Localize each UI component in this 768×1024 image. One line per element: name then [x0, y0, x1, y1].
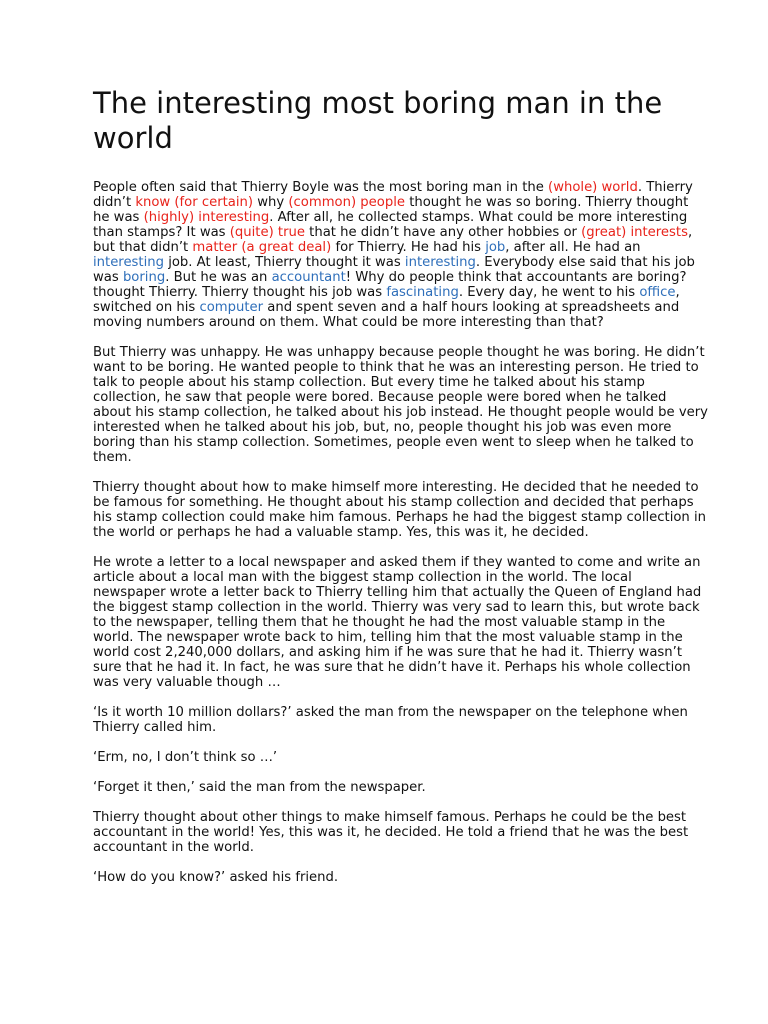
paragraph: [93, 780, 708, 795]
highlighted-phrase-red: (great) interests: [581, 225, 688, 240]
highlighted-word-blue: interesting: [404, 255, 476, 270]
paragraph: [93, 750, 708, 765]
body-text-run: and spent seven and a half hours looking at spreadsheets and moving numbers around on them. What could be more interesting than that?: [93, 300, 680, 330]
paragraph: [93, 180, 708, 330]
paragraph: [93, 870, 708, 885]
body-text-run: ‘How do you know?’ asked his friend.: [93, 870, 339, 885]
page-title: The interesting most boring man in the world: [93, 86, 663, 155]
body-text-run: . Thierry didn’t: [93, 180, 693, 210]
body-text-run: . Everybody else said that his job was: [93, 255, 695, 285]
paragraph: [93, 810, 708, 855]
body-text-run: ! Why do people think that accountants are boring? thought Thierry. Thierry thought his job was: [93, 270, 687, 300]
highlighted-word-blue: fascinating: [386, 285, 459, 300]
document-body: [93, 180, 708, 885]
paragraph: [93, 345, 708, 465]
body-text-run: . Every day, he went to his: [458, 285, 640, 300]
highlighted-word-blue: computer: [199, 300, 264, 315]
highlighted-phrase-red: (common) people: [288, 195, 406, 210]
body-text-run: job. At least, Thierry thought it was: [164, 255, 405, 270]
body-text-run: People often said that Thierry Boyle was the most boring man in the: [93, 180, 549, 195]
paragraph: [93, 480, 708, 540]
highlighted-word-blue: office: [639, 285, 676, 300]
highlighted-word-blue: boring: [122, 270, 166, 285]
body-text-run: But Thierry was unhappy. He was unhappy because people thought he was boring. He didn’t want to be boring. He wanted people to think that he was an interesting person. He tried to talk to people about his stamp collection. But every time he talked about his stamp collection, he saw that people were bored. Because people were bored when he talked about his stamp collection, he talked about his job instead. He thought people would be very interested when he talked about his job, but, no, people thought his job was even more boring than his stamp collection. Sometimes, people even went to sleep when he talked to them.: [93, 345, 708, 465]
highlighted-word-blue: job: [485, 240, 506, 255]
body-text-run: for Thierry. He had his: [331, 240, 486, 255]
body-text-run: thought he was so boring. Thierry thought he was: [93, 195, 689, 225]
highlighted-phrase-red: (whole) world: [548, 180, 638, 195]
body-text-run: . But he was an: [165, 270, 272, 285]
body-text-run: why: [253, 195, 289, 210]
highlighted-phrase-red: know (for certain): [135, 195, 254, 210]
paragraph: [93, 555, 708, 690]
body-text-run: that he didn’t have any other hobbies or: [304, 225, 582, 240]
body-text-run: ‘Erm, no, I don’t think so …’: [93, 750, 278, 765]
highlighted-phrase-red: matter (a great deal): [192, 240, 332, 255]
body-text-run: Thierry thought about how to make himself more interesting. He decided that he needed to be famous for something. He thought about his stamp collection and decided that perhaps his stamp collection could make him famous. Perhaps he had the biggest stamp collection in the world or perhaps he had a valuable stamp. Yes, this was it, he decided.: [93, 480, 706, 540]
body-text-run: He wrote a letter to a local newspaper and asked them if they wanted to come and write an article about a local man with the biggest stamp collection in the world. The local newspaper wrote a letter back to Thierry telling him that actually the Queen of England had the biggest stamp collection in the world. Thierry was very sad to learn this, but wrote back to the newspaper, telling them that he thought he had the most valuable stamp in the world. The newspaper wrote back to him, telling him that the most valuable stamp in the world cost 2,240,000 dollars, and asking him if he was sure that he had it. Thierry wasn’t sure that he had it. In fact, he was sure that he didn’t have it. Perhaps his whole collection was very valuable though …: [93, 555, 702, 690]
body-text-run: , after all. He had an: [505, 240, 641, 255]
body-text-run: . After all, he collected stamps. What could be more interesting than stamps? It was: [93, 210, 688, 240]
body-text-run: ‘Forget it then,’ said the man from the newspaper.: [93, 780, 426, 795]
paragraph: [93, 705, 708, 735]
body-text-run: Thierry thought about other things to make himself famous. Perhaps he could be the best accountant in the world! Yes, this was it, he decided. He told a friend that he was the best accountant in the world.: [93, 810, 689, 855]
body-text-run: , switched on his: [93, 285, 680, 315]
highlighted-word-blue: accountant: [271, 270, 346, 285]
highlighted-phrase-red: (highly) interesting: [143, 210, 270, 225]
body-text-run: , but that didn’t: [93, 225, 693, 255]
body-text-run: ‘Is it worth 10 million dollars?’ asked the man from the newspaper on the telephone when Thierry called him.: [93, 705, 688, 735]
highlighted-phrase-red: (quite) true: [229, 225, 305, 240]
highlighted-word-blue: interesting: [93, 255, 164, 270]
